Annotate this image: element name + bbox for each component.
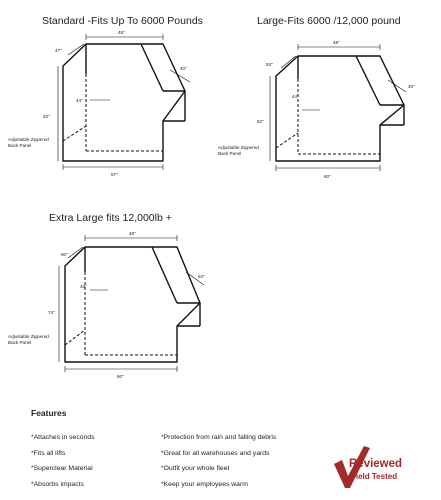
xl-panel-label-1: Adjustable Zippered [8,334,49,339]
features-heading: Features [31,408,67,418]
diagram-large-outline [276,56,404,161]
feature-left-4: *Absorbs impacts [31,481,84,488]
diagram-extra-large-outline [65,247,200,362]
xl-bottom-dimension: 60" [117,374,124,379]
large-side-dimension: 52" [257,119,264,124]
large-top-dimension: 48" [333,40,340,45]
xl-inner-dimension: 48" [80,284,87,289]
feature-left-3: *Superclear Material [31,465,93,472]
feature-right-3: *Outfit your whole fleet [161,465,230,472]
standard-side-dimension: 52" [43,114,50,119]
diagram-title-standard: Standard -Fits Up To 6000 Pounds [42,15,203,27]
standard-right-dimension: 40" [180,66,187,71]
standard-panel-label-1: Adjustable Zippered [8,137,49,142]
feature-left-1: *Attaches in seconds [31,434,95,441]
xl-side-dimension: 74" [48,310,55,315]
standard-top-dimension: 45" [118,30,125,35]
standard-inner-dimension: 44" [76,98,83,103]
large-panel-label-2: Back Panel [218,151,242,156]
xl-right-dimension: 54" [198,274,205,279]
diagram-title-large: Large-Fits 6000 /12,000 pound [257,15,401,27]
standard-bottom-dimension: 57" [111,172,118,177]
reviewed-badge-subtitle: Field Tested [351,472,398,481]
xl-left-top-dimension: 60" [61,252,68,257]
large-panel-label-1: Adjustable Zippered [218,145,259,150]
xl-top-dimension: 48" [129,231,136,236]
standard-panel-label-2: Back Panel [8,143,32,148]
feature-right-2: *Great for all warehouses and yards [161,450,270,457]
standard-left-top-dimension: 47" [55,48,62,53]
reviewed-badge-title: Reviewed [349,458,403,470]
feature-right-1: *Protection from rain and falling debris [161,434,277,441]
xl-panel-label-2: Back Panel [8,340,32,345]
feature-left-2: *Fits all lifts [31,450,66,457]
large-right-dimension: 40" [408,84,415,89]
diagram-title-extra-large: Extra Large fits 12,000lb + [49,212,172,224]
large-left-top-dimension: 53" [266,62,273,67]
feature-right-4: *Keep your employees warm [161,481,248,488]
large-inner-dimension: 44" [292,94,299,99]
large-bottom-dimension: 60" [324,174,331,179]
